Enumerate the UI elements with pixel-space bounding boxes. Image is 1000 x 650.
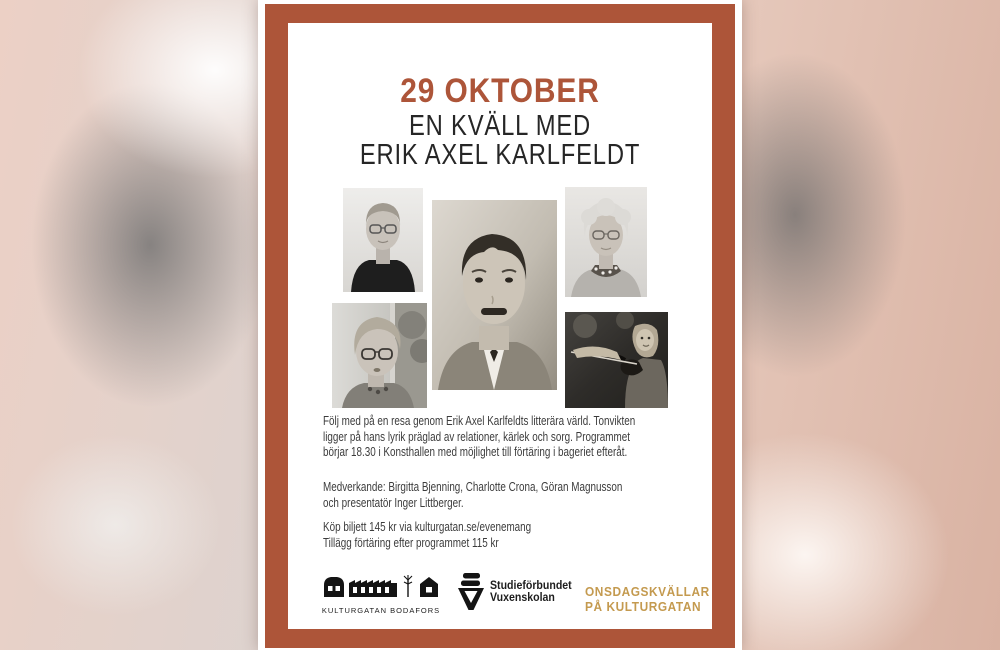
photo-woman-playing-violin <box>565 312 668 408</box>
sv-logo-icon <box>456 572 486 612</box>
event-poster <box>258 0 742 650</box>
studieforbundet-vuxenskolan-logo <box>456 572 579 612</box>
portrait-placeholder-image <box>565 312 668 408</box>
onsdagskvallar-series-label <box>585 585 710 614</box>
series-label-line1: ONSDAGSKVÄLLAR <box>585 585 710 599</box>
buildings-icon <box>322 574 440 598</box>
photo-elderly-woman-with-glasses <box>565 187 647 297</box>
photo-erik-axel-karlfeldt <box>432 200 557 390</box>
participants-line: Medverkande: Birgitta Bjenning, Charlotte Crona, Göran Magnusson <box>323 479 623 494</box>
event-title-line1: EN KVÄLL MED <box>408 110 592 142</box>
participants-text <box>323 479 717 510</box>
event-description <box>323 413 734 460</box>
event-title-line2: ERIK AXEL KARLFELDT <box>359 139 641 171</box>
photo-woman-short-hair-glasses <box>332 303 427 408</box>
participants-line: och presentatör Inger Littberger. <box>323 494 464 510</box>
sv-logo-name <box>490 580 572 605</box>
portrait-placeholder-image <box>332 303 427 408</box>
kulturgatan-bodafors-logo <box>318 574 444 615</box>
ticket-info-text <box>323 519 597 550</box>
portrait-placeholder-image <box>565 187 647 297</box>
portrait-placeholder-image <box>432 200 557 390</box>
sv-logo-name-line2: Vuxenskolan <box>490 592 555 604</box>
description-line: ligger på hans lyrik präglad av relationer, kärlek och sorg. Programmet <box>323 428 630 444</box>
description-line: Följ med på en resa genom Erik Axel Karlfeldts litterära värld. Tonvikten <box>323 413 636 428</box>
series-label-line2: PÅ KULTURGATAN <box>585 599 702 614</box>
event-date-heading: 29 OKTOBER <box>400 72 600 110</box>
kulturgatan-logo-label: KULTURGATAN BODAFORS <box>321 606 441 615</box>
sv-logo-name-line1: Studieförbundet <box>490 579 572 592</box>
description-line: börjar 18.30 i Konsthallen med möjlighet till förtäring i bageriet efteråt. <box>323 444 628 459</box>
ticket-line: Köp biljett 145 kr via kulturgatan.se/evenemang <box>323 519 532 534</box>
photo-man-with-glasses <box>343 188 423 292</box>
portrait-placeholder-image <box>343 188 423 292</box>
ticket-line: Tillägg förtäring efter programmet 115 kr <box>323 534 499 550</box>
